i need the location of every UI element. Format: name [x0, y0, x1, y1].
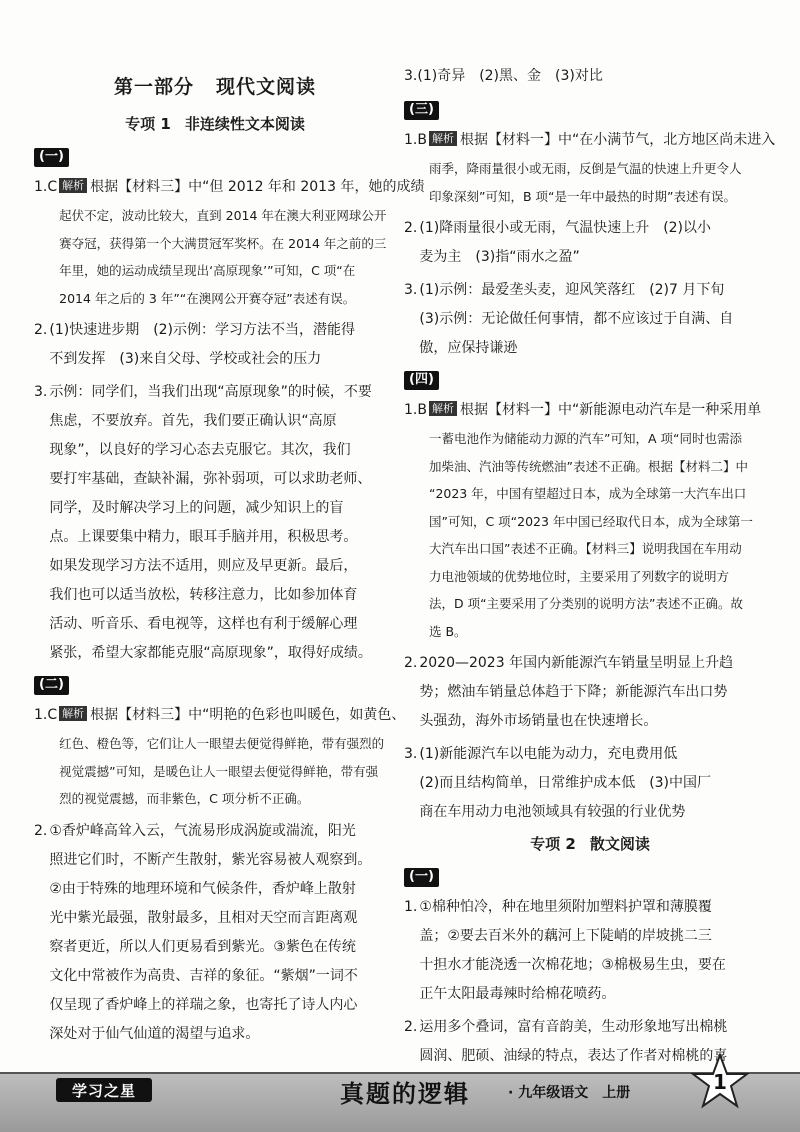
group-badge: (一): [404, 868, 439, 887]
answer-line: 印象深刻”可知，B 项“是一年中最热的时期”表述有误。: [428, 188, 736, 204]
group-badge: (一): [34, 148, 69, 167]
answer-line: ①棉种怕冷，种在地里须附加塑料护罩和薄膜覆: [419, 899, 712, 915]
answer-line: 如果发现学习方法不适用，则应及早更新。最后，: [49, 558, 358, 574]
answer-item: [34, 316, 396, 374]
answer-line: 2014 年之后的 3 年”“在澳网公开赛夺冠”表述有误。: [59, 290, 356, 306]
answer-line: 盖；②要去百米外的藕河上下陡峭的岸坡挑二三: [419, 928, 712, 944]
answer-line: 要打牢基础，查缺补漏，弥补弱项，可以求助老师、: [49, 471, 372, 487]
answer-line: (3)示例：无论做任何事情，都不应该过于自满、自: [419, 311, 734, 327]
page-number: 1: [713, 1070, 727, 1094]
group-badge: (二): [34, 676, 69, 695]
answer-line: 焦虑，不要放弃。首先，我们要正确认识“高原: [49, 413, 337, 429]
answer-line: [59, 173, 424, 202]
answer-item: [404, 276, 776, 363]
answer-line: 示例：同学们，当我们出现“高原现象”的时候，不要: [49, 384, 372, 400]
answer-number: 2.: [404, 1019, 418, 1035]
answer-number: 2.: [404, 655, 418, 671]
answer-item: [404, 396, 776, 645]
answer-item: [34, 701, 406, 813]
answer-line: 点。上课要集中精力，眼耳手脑并用，积极思考。: [49, 529, 358, 545]
analysis-tag: 解析: [429, 131, 457, 146]
answer-number: 1.B: [404, 402, 427, 418]
answer-line: (1)示例：最爱垄头麦，迎风笑落红 (2)7 月下旬: [419, 282, 725, 298]
answer-line: 活动、听音乐、看电视等，这样也有利于缓解心理: [49, 616, 358, 632]
answer-line: 察者更近，所以人们更易看到紫光。③紫色在传统: [49, 938, 356, 955]
answer-line: “2023 年，中国有望超过日本，成为全球第一大汽车出口: [428, 486, 747, 501]
answer-item: [404, 649, 776, 736]
analysis-tag: 解析: [429, 401, 457, 416]
answer-line: 正午太阳最毒辣时给棉花喷药。: [419, 986, 616, 1002]
answer-line: 麦为主 (3)指“雨水之盈”: [419, 249, 580, 265]
answer-line: 烈的视觉震撼，而非紫色，C 项分析不正确。: [59, 791, 310, 806]
answer-line: 起伏不定，波动比较大，直到 2014 年在澳大利亚网球公开: [59, 208, 387, 223]
answer-line: 大汽车出口国”表述不正确。【材料三】说明我国在车用动: [428, 541, 742, 556]
answer-item: [34, 378, 396, 668]
answer-line: 我们也可以适当放松，转移注意力，比如参加体育: [49, 587, 358, 603]
section-title: 专项 1 非连续性文本阅读: [125, 115, 305, 133]
answer-line: ①香炉峰高耸入云，气流易形成涡旋或湍流，阳光: [49, 822, 356, 839]
answer-line: 加柴油、汽油等传统燃油”表述不正确。根据【材料二】中: [428, 458, 748, 474]
answer-line: 选 B。: [428, 623, 467, 639]
answer-line: 头强劲，海外市场销量也在快速增长。: [419, 713, 658, 729]
answer-text: 根据【材料三】中“但 2012 年和 2013 年，她的成绩: [90, 179, 425, 195]
answer-line: 2020—2023 年国内新能源汽车销量呈明显上升趋: [419, 655, 734, 671]
answer-group: [404, 126, 776, 363]
answer-text: 根据【材料一】中“在小满节气，北方地区尚未进入: [459, 132, 776, 148]
answer-line: 3.(1)奇异 (2)黑、金 (3)对比: [404, 68, 603, 84]
answer-number: 3.: [404, 282, 418, 298]
answer-line: 仅呈现了香炉峰上的祥瑞之象，也寄托了诗人内心: [49, 996, 358, 1013]
answer-line: 紧张，希望大家都能克服“高原现象”，取得好成绩。: [49, 645, 372, 661]
answer-line: 同学，及时解决学习上的问题，减少知识上的盲: [49, 500, 344, 516]
answer-line: [429, 396, 776, 425]
answer-group: [34, 701, 406, 1049]
answer-line: 不到发挥 (3)来自父母、学校或社会的压力: [49, 351, 322, 367]
answer-line: 文化中常被作为高贵、吉祥的象征。“紫烟”一词不: [49, 967, 358, 984]
answer-item: [34, 173, 425, 312]
book-subtitle: · 九年级语文 上册: [508, 1085, 631, 1101]
right-column: [404, 62, 776, 1075]
answer-number: 2.: [34, 822, 48, 839]
answer-line: 傲，应保持谦逊: [419, 340, 518, 356]
answer-line: 十担水才能浇透一次棉花地；③棉极易生虫，要在: [419, 957, 726, 973]
answer-line: 视觉震撼”可知，是暖色让人一眼望去便觉得鲜艳，带有强: [59, 763, 379, 779]
answer-number: 1.C: [34, 179, 58, 195]
answer-line: (1)新能源汽车以电能为动力，充电费用低: [419, 746, 678, 762]
answer-text: 根据【材料一】中“新能源电动汽车是一种采用单: [459, 402, 762, 418]
answer-line: (2)而且结构简单，日常维护成本低 (3)中国厂: [419, 775, 712, 791]
group-badge: (三): [404, 101, 439, 120]
answer-number: 1.: [404, 899, 418, 915]
answer-item: [404, 740, 776, 827]
part-title: 第一部分 现代文阅读: [113, 76, 317, 98]
answer-line: (1)降雨量很小或无雨，气温快速上升 (2)以小: [419, 220, 712, 236]
answer-line: 势；燃油车销量总体趋于下降；新能源汽车出口势: [419, 684, 728, 700]
answer-line: 年里，她的运动成绩呈现出‘高原现象’”可知，C 项“在: [59, 263, 356, 278]
answer-text: 根据【材料三】中“明艳的色彩也叫暖色，如黄色、: [90, 707, 406, 723]
answer-line: [59, 701, 405, 730]
answer-line: (1)快速进步期 (2)示例：学习方法不当，潜能得: [49, 322, 356, 338]
answer-line: ②由于特殊的地理环境和气候条件，香炉峰上散射: [49, 880, 356, 897]
answer-line: 力电池领域的优势地位时，主要采用了列数字的说明方: [428, 568, 729, 584]
brand-logo: 学习之星: [56, 1078, 152, 1102]
answer-line: 法，D 项“主要采用了分类别的说明方法”表述不正确。故: [428, 596, 744, 611]
answer-line: 现象”，以良好的学习心态去克服它。其次，我们: [49, 442, 351, 458]
answer-item: [404, 214, 776, 272]
answer-group: [404, 893, 776, 1071]
answer-number: 2.: [34, 322, 48, 338]
answer-item: [34, 817, 396, 1049]
answer-group: [404, 396, 776, 827]
answer-line: 雨季，降雨量很小或无雨，反倒是气温的快速上升更令人: [428, 161, 742, 176]
answer-item: [404, 893, 776, 1009]
book-title: 真题的逻辑: [340, 1080, 470, 1108]
answer-number: 1.C: [34, 707, 58, 723]
answer-line: 国”可知，C 项“2023 年中国已经取代日本，成为全球第一: [428, 513, 753, 529]
answer-line: 光中紫光最强，散射最多，且相对天空而言距离观: [49, 909, 358, 926]
answer-line: 运用多个叠词，富有音韵美，生动形象地写出棉桃: [419, 1019, 728, 1035]
answer-line: 商在车用动力电池领域具有较强的行业优势: [419, 804, 686, 820]
answer-number: 3.: [404, 746, 418, 762]
analysis-tag: 解析: [59, 178, 87, 193]
answer-line: [429, 126, 776, 155]
answer-line: 赛夺冠，获得第一个大满贯冠军奖杯。在 2014 年之前的三: [59, 235, 387, 251]
answer-line: 一蓄电池作为储能动力源的汽车”可知，A 项“同时也需添: [428, 431, 742, 446]
analysis-tag: 解析: [59, 706, 87, 721]
answer-number: 3.: [34, 384, 48, 400]
answer-line: 红色、橙色等，它们让人一眼望去便觉得鲜艳，带有强烈的: [59, 736, 385, 751]
section-title: 专项 2 散文阅读: [530, 835, 650, 853]
answer-number: 2.: [404, 220, 418, 236]
answer-line: 照进它们时，不断产生散射，紫光容易被人观察到。: [49, 851, 372, 868]
group-badge: (四): [404, 371, 439, 390]
answer-number: 1.B: [404, 132, 427, 148]
answer-line: 深处对于仙气仙道的渴望与追求。: [49, 1025, 260, 1042]
page-footer: [0, 1072, 800, 1132]
answer-item: [404, 126, 776, 210]
answer-line: 圆润、肥硕、油绿的特点，表达了作者对棉桃的喜: [419, 1048, 728, 1064]
